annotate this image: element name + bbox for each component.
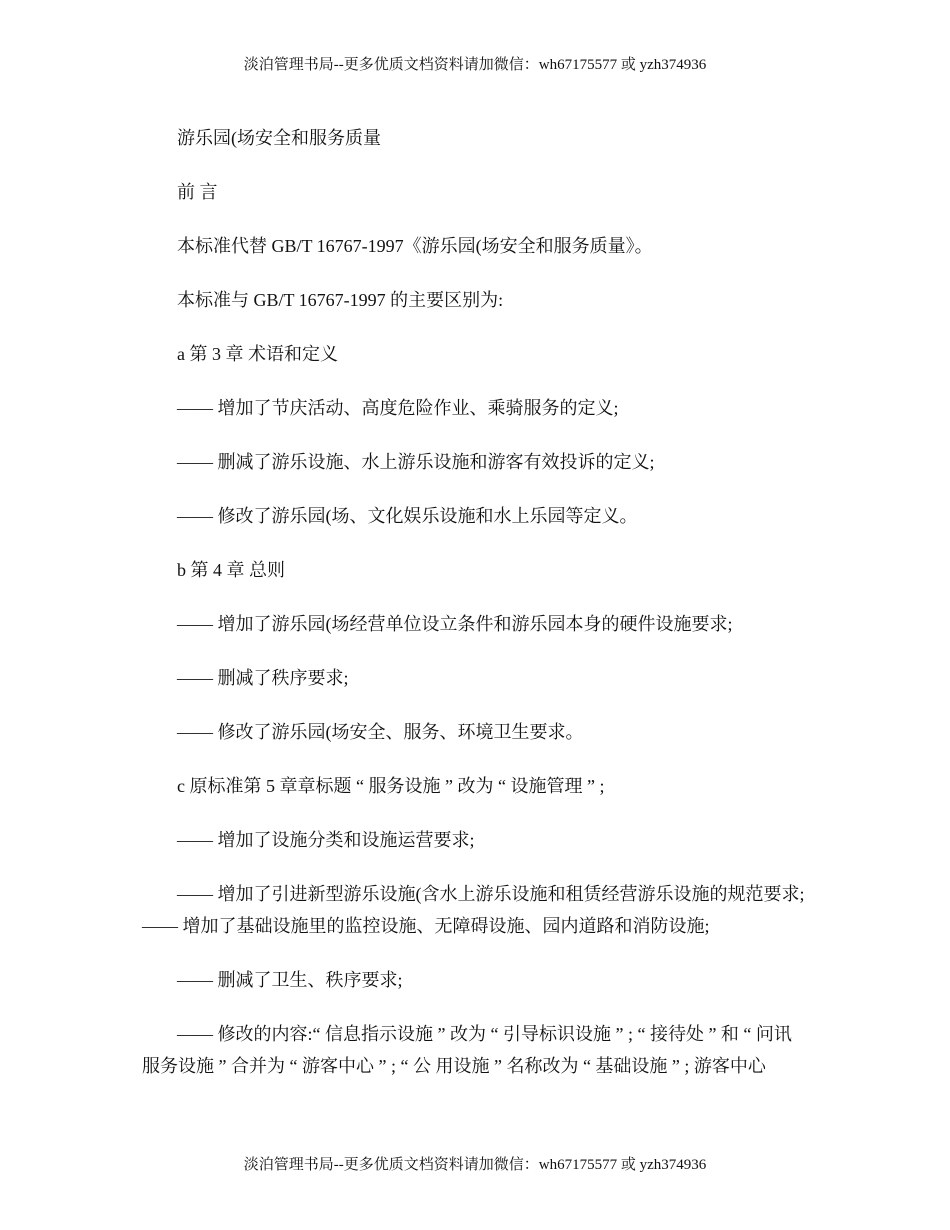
list-item: —— 删减了游乐设施、水上游乐设施和游客有效投诉的定义; — [177, 452, 655, 472]
page-footer: 淡泊管理书局--更多优质文档资料请加微信：wh67175577 或 yzh374936 — [243, 1157, 707, 1173]
list-item: —— 增加了引进新型游乐设施(含水上游乐设施和租赁经营游乐设施的规范要求; —— 增加了基础设施里的监控设施、无障碍设施、园内道路和消防设施; — [142, 884, 805, 936]
list-item: —— 修改的内容:“ 信息指示设施 ” 改为 “ 引导标识设施 ” ; “ 接待处 ” 和 “ 问讯服务设施 ” 合并为 “ 游客中心 ” ; “ 公 用设施 ” 名称改为 “ 基础设施 ” ; 游客中心 — [142, 1024, 792, 1076]
paragraph: 本标准与 GB/T 16767-1997 的主要区别为: — [177, 290, 504, 310]
list-heading: c 原标准第 5 章章标题 “ 服务设施 ” 改为 “ 设施管理 ” ; — [177, 776, 605, 796]
list-item: —— 增加了设施分类和设施运营要求; — [177, 830, 475, 850]
list-item: —— 修改了游乐园(场安全、服务、环境卫生要求。 — [177, 722, 584, 742]
list-heading: a 第 3 章 术语和定义 — [177, 344, 338, 364]
list-item: —— 删减了卫生、秩序要求; — [177, 970, 403, 990]
list-item: —— 增加了游乐园(场经营单位设立条件和游乐园本身的硬件设施要求; — [177, 614, 733, 634]
document-title: 游乐园(场安全和服务质量 — [177, 128, 381, 148]
list-item: —— 修改了游乐园(场、文化娱乐设施和水上乐园等定义。 — [177, 506, 638, 526]
section-heading-foreword: 前 言 — [177, 182, 218, 202]
paragraph: 本标准代替 GB/T 16767-1997《游乐园(场安全和服务质量》。 — [177, 236, 653, 256]
list-item: —— 删减了秩序要求; — [177, 668, 349, 688]
document-body — [142, 122, 807, 1104]
list-heading: b 第 4 章 总则 — [177, 560, 285, 580]
page-header: 淡泊管理书局--更多优质文档资料请加微信：wh67175577 或 yzh374936 — [243, 57, 707, 73]
list-item: —— 增加了节庆活动、高度危险作业、乘骑服务的定义; — [177, 398, 619, 418]
